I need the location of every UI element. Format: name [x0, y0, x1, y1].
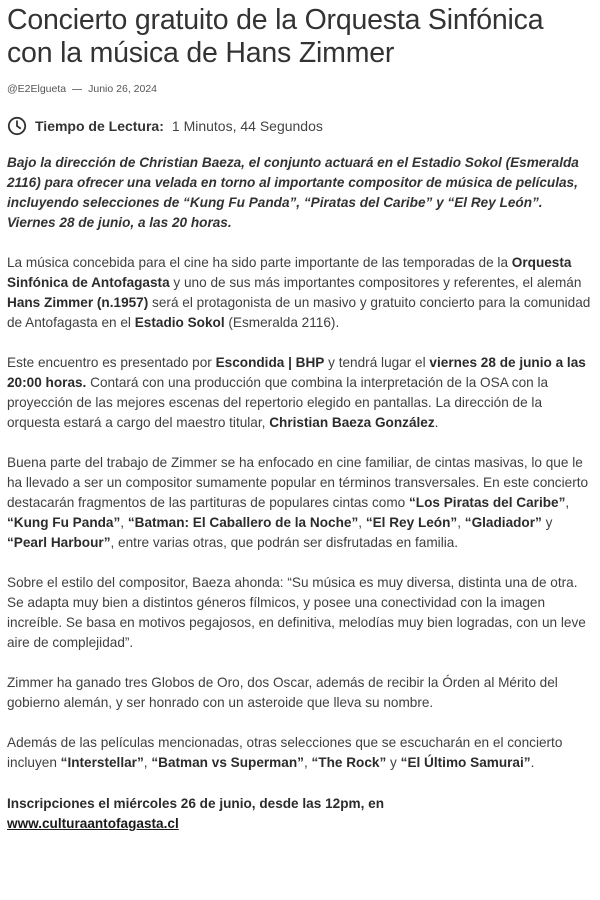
paragraph-1: La música concebida para el cine ha sido parte importante de las temporadas de la Orquesta Sinfónica de Antofagasta y uno de sus más importantes compositores y referentes, el alemán Hans Zimmer (n.1957) será el protagonista de un masivo y gratuito concierto para la comunidad de Antofagasta en el Estadio Sokol (Esmeralda 2116). [7, 255, 591, 330]
article-meta [7, 83, 593, 95]
reading-time [7, 116, 593, 136]
meta-separator [72, 89, 82, 90]
paragraph-6: Además de las películas mencionadas, otras selecciones que se escucharán en el concierto incluyen “Interstellar”, “Batman vs Superman”, “The Rock” y “El Último Samurai”. [7, 735, 563, 770]
publish-date: Junio 26, 2024 [88, 83, 158, 95]
clock-icon [7, 116, 27, 136]
paragraph-2: Este encuentro es presentado por Escondida | BHP y tendrá lugar el viernes 28 de junio a las 20:00 horas. Contará con una producción que combina la interpretación de la OSA con la proyección de las mejores escenas del repertorio elegido en pantallas. La dirección de la orquesta estará a cargo del maestro titular, Christian Baeza González. [7, 355, 586, 430]
reading-time-label: Tiempo de Lectura: [35, 118, 164, 134]
article-lead: Bajo la dirección de Christian Baeza, el conjunto actuará en el Estadio Sokol (Esmeralda 2116) para ofrecer una velada en torno al importante compositor de música de películas, incluyendo selecciones de “Kung Fu Panda”, “Piratas del Caribe” y “El Rey León”. Viernes 28 de junio, a las 20 horas. [7, 155, 579, 230]
paragraph-5: Zimmer ha ganado tres Globos de Oro, dos Oscar, además de recibir la Órden al Mérito del gobierno alemán, y ser honrado con un asteroide que lleva su nombre. [7, 675, 558, 710]
reading-time-value: 1 Minutos, 44 Segundos [171, 118, 323, 134]
registration-text: Inscripciones el miércoles 26 de junio, desde las 12pm, en [7, 796, 385, 811]
paragraph-3: Buena parte del trabajo de Zimmer se ha enfocado en cine familiar, de cintas masivas, lo que le ha llevado a ser un compositor sumamente popular en términos transversales. En este concierto destacarán fragmentos de las partituras de populares cintas como “Los Piratas del Caribe”, “Kung Fu Panda”, “Batman: El Caballero de la Noche”, “El Rey León”, “Gladiador” y “Pearl Harbour”, entre varias otras, que podrán ser disfrutadas en familia. [7, 455, 589, 550]
paragraph-4: Sobre el estilo del compositor, Baeza ahonda: “Su música es muy diversa, distinta una de otra. Se adapta muy bien a distintos géneros fílmicos, y posee una conectividad con la imagen increíble. Se basa en motivos pegajosos, en definitiva, melodías muy bien logradas, con un leve aire de complejidad”. [7, 575, 586, 650]
website-link[interactable]: www.culturaantofagasta.cl [7, 816, 179, 831]
registration-note [7, 794, 593, 834]
article-title: Concierto gratuito de la Orquesta Sinfónica con la música de Hans Zimmer [7, 4, 544, 69]
author-link[interactable]: @E2Elgueta [7, 83, 67, 95]
